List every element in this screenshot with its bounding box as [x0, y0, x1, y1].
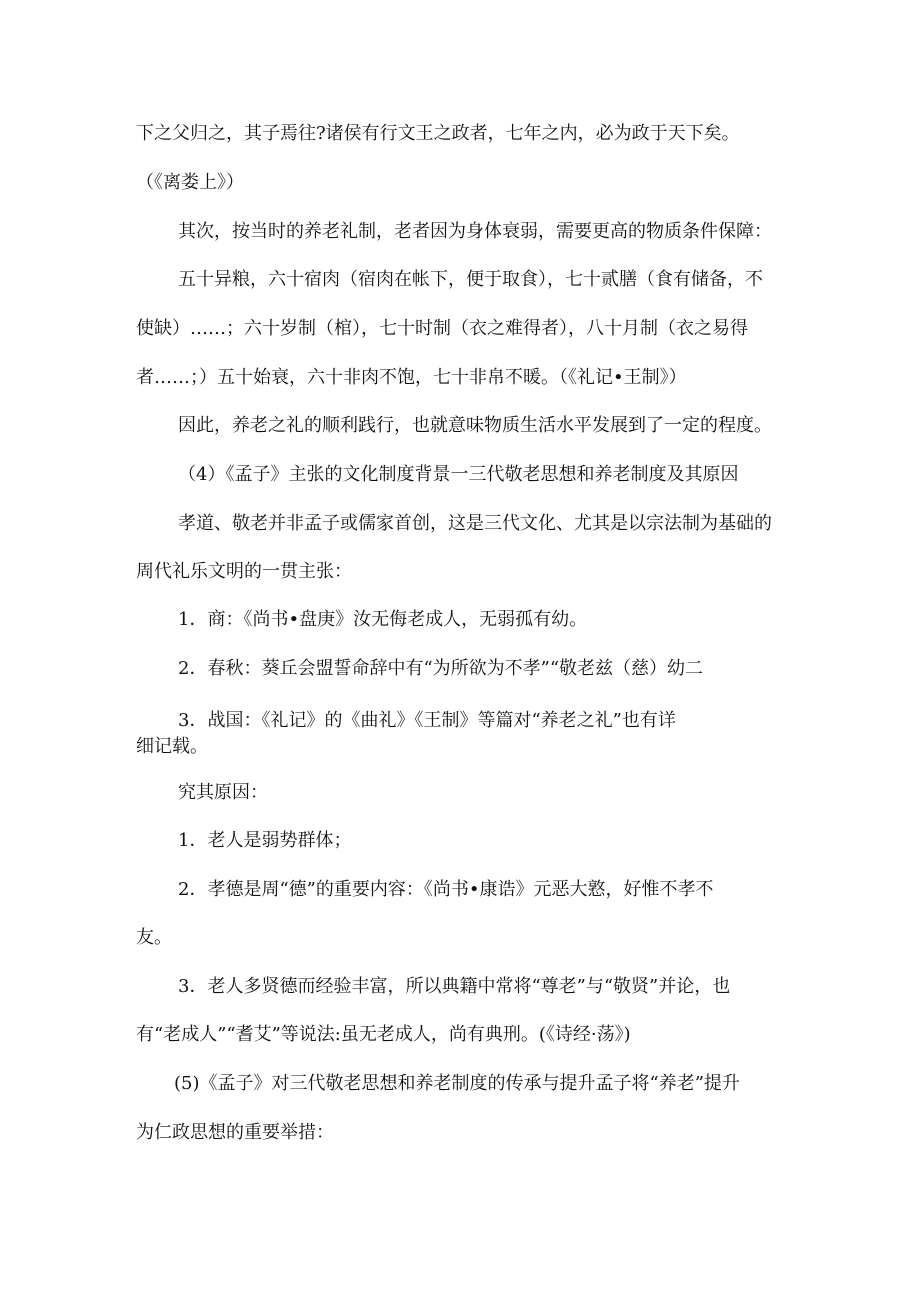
text-line: 为仁政思想的重要举措：: [136, 1122, 334, 1143]
text-line: 孝道、敬老并非孟子或儒家首创，这是三代文化、尤其是以宗法制为基础的: [178, 513, 772, 534]
section-heading: (5)《孟子》对三代敬老思想和养老制度的传承与提升孟子将“养老”提升: [174, 1073, 740, 1094]
text-line: 五十异粮，六十宿肉（宿肉在帐下，便于取食），七十贰膳（食有储备，不: [178, 269, 763, 290]
text-line: 友。: [136, 927, 172, 948]
list-item: 3．老人多贤德而经验丰富，所以典籍中常将“尊老”与“敬贤”并论，也: [178, 976, 731, 997]
list-item: 1．商：《尚书•盘庚》汝无侮老成人，无弱孤有幼。: [178, 609, 588, 630]
text-line: （《离娄上》）: [136, 172, 244, 193]
text-line: 者……；）五十始衰，六十非肉不饱，七十非帛不暖。（《礼记•王制》）: [136, 367, 687, 388]
text-line: 因此，养老之礼的顺利践行，也就意味物质生活水平发展到了一定的程度。: [178, 415, 772, 436]
text-line: 有“老成人”“耆艾”等说法:虽无老成人，尚有典刑。(《诗经·荡》): [136, 1024, 631, 1045]
list-item: 3．战国：《礼记》的《曲礼》《王制》等篇对“养老之礼”也有详: [178, 710, 676, 731]
list-item: 2．孝德是周“德”的重要内容：《尚书•康诰》元恶大憝，好惟不孝不: [178, 879, 714, 900]
section-heading: （4）《孟子》主张的文化制度背景一三代敬老思想和养老制度及其原因: [178, 464, 739, 485]
text-line: 究其原因：: [178, 782, 268, 803]
list-item: 1．老人是弱势群体；: [178, 830, 352, 851]
text-line: 下之父归之，其子焉往?诸侯有行文王之政者，七年之内，必为政于天下矣。: [136, 123, 740, 144]
text-line: 细记载。: [136, 736, 208, 757]
text-line: 使缺）……；六十岁制（棺），七十时制（衣之难得者），八十月制（衣之易得: [136, 318, 748, 339]
text-line: 其次，按当时的养老礼制，老者因为身体衰弱，需要更高的物质条件保障：: [178, 221, 772, 242]
text-line: 周代礼乐文明的一贯主张：: [136, 561, 352, 582]
list-item: 2．春秋：葵丘会盟誓命辞中有“为所欲为不孝”“敬老兹（慈）幼二: [178, 658, 704, 679]
